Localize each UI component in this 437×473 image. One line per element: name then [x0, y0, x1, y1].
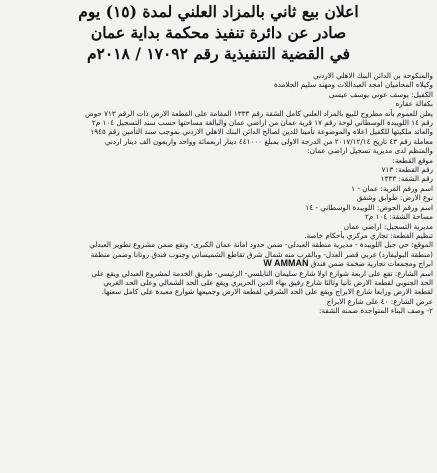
announcement-line: والعائد ملكيتها للكفيل اعلاه والموضوعة تأمينا للدين لصالح الدائن البنك الاهلي الاردني بموجب سند التأمين رقم ١٩٤٥: [90, 127, 433, 137]
street-line: لقطعة الارض ورابعا شارع الابراج ويقع على الحد الشرقي لقطعة الارض وجميعها شوارع معبدة على كامل سعتها.: [101, 287, 433, 297]
hotel-name: W AMMAN: [263, 259, 309, 269]
location-line: [4, 259, 433, 268]
announcement-paragraph: [4, 109, 433, 156]
parcel-heading: موقع القطعة:: [392, 155, 433, 165]
parcel-number: رقم القطعة: ٧١٣: [381, 165, 433, 175]
announcement-line: رقم ١٤ اللويبدة الوسطاني لوحة رقم ١٧ قرية عمان من اراضي عمان والبالغة مساحتها حسب سند التسجيل ١٠٤ م٢: [91, 118, 433, 128]
location-line: (منطقة البوليفارد) غربي قصر العدل- وبالقرب منه شمال شرق تقاطع الشميساني وجنوب فندق روتانا وضمن منطقة: [90, 249, 433, 259]
apartment-number: رقم الشقة: ١٣٣٣: [380, 174, 433, 184]
street-line: الحد الجنوبي لقطعة الارض ثانيا وثالثا شارع رفيق بهاء الدين الحريري ويقع على الحد الشمالي وعلى الحد الغربي: [103, 277, 433, 287]
location-line-text: ابراج ومجمعات تجارية ضخمة ضمن فندق: [310, 259, 433, 269]
announcement-line: والمنظم لدى مديرية تسجيل اراضي عمان:: [307, 146, 433, 156]
parcel-details: [4, 156, 433, 241]
announcement-line: يعلن للعموم بأنه مطروح للبيع بالمزاد العلني كامل الشقة رقم ١٣٣٣ المقامة على القطعة الارض ذات الرقم ٧١٣ حوض: [84, 108, 433, 118]
building-description-heading: ٢- وصف البناء المتواجدة ضمنه الشقة:: [319, 306, 433, 316]
notice-headline: [4, 1, 433, 64]
village-name: اسم ورقم القرية: عمان - ١: [351, 183, 433, 193]
street-paragraph: [4, 269, 433, 316]
announcement-line: معاملة رقم ٤٣ تاريخ ٢٠١٧/١٢/١٤ من الدرجة الاولى بمبلغ ٤٤١٠٠٠ دينار اربعمائة وواحد واربعون الف دينار اردني: [104, 136, 433, 146]
registration-directorate: مديرية التسجيل: اراضي عمان: [343, 221, 433, 231]
parcel-zoning: تنظيم القطعة: تجاري مركزي بأحكام خاصة.: [304, 230, 433, 240]
street-width: عرض الشارع: ٤٠ على شارع الابراج: [326, 296, 433, 306]
guarantor-line: الكفيل: يوسف عوني يوسف عيسى: [328, 89, 433, 99]
headline-line-1: اعلان بيع ثاني بالمزاد العلني لمدة (١٥) يوم: [78, 2, 359, 21]
headline-line-2: صادر عن دائرة تنفيذ محكمة بداية عمان: [90, 23, 347, 42]
guarantee-type-line: بكفالة عقاره: [395, 99, 433, 109]
basin-name: اسم ورقم الحوض: اللويبدة الوسطاني - ١٤: [305, 202, 433, 212]
location-paragraph: [4, 240, 433, 268]
street-line: اسم الشارع: تقع على اربعة شوارع اولا شارع سليمان النابلسي- الرئيسي- طريق الخدمة لمشروع العبدلي ويقع على: [91, 268, 433, 278]
land-type: نوع الارض: طوابق وشقق: [356, 193, 433, 203]
headline-line-3: في القضية التنفيذية رقم ١٧٠٩٢ / ٢٠١٨م: [86, 44, 351, 63]
location-line: الموقع: حي جبل اللويبدة - مديرية منطقة العبدلي- ضمن حدود امانة عمان الكبرى- وتقع ضمن مشروع تطوير العبدلي: [89, 240, 433, 250]
lawyers-line: وكيلاه المحاميان امجد العبداللات ومهند سليم الجلامدة: [273, 80, 433, 90]
creditor-line: والمنكوحة بن الدائن البنك الاهلي الاردني: [313, 71, 433, 80]
apartment-area: مساحة الشقة: ١٠٤ م٢: [364, 212, 433, 222]
parties-block: [4, 71, 433, 109]
